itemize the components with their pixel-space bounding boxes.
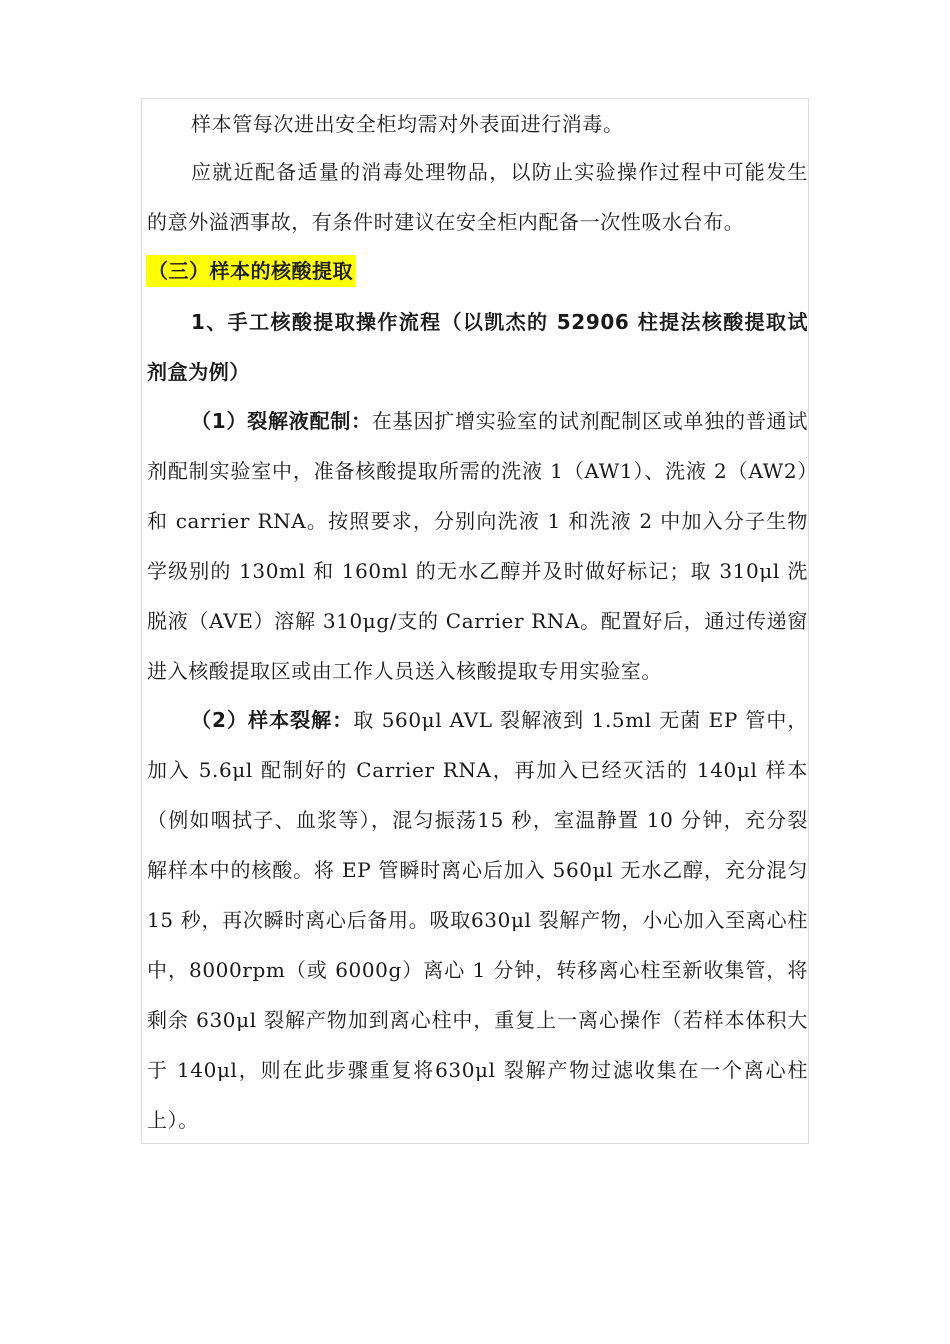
paragraph-disinfect-supplies: 应就近配备适量的消毒处理物品，以防止实验操作过程中可能发生的意外溢洒事故，有条件时建议在安全柜内配备一次性吸水台布。 — [147, 160, 808, 234]
document-content-box — [141, 98, 809, 1144]
sub-heading-manual-extraction: 1、手工核酸提取操作流程（以凯杰的 52906 柱提法核酸提取试剂盒为例） — [147, 310, 808, 384]
step2-label: （2）样本裂解： — [191, 708, 354, 732]
step2-text: 取 560μl AVL 裂解液到 1.5ml 无菌 EP 管中，加入 5.6μl 配制好的 Carrier RNA，再加入已经灭活的 140μl 样本（例如咽拭子、血浆等），混匀振荡15 秒，室温静置 10 分钟，充分裂解样本中的核酸。将 EP 管瞬时离心后加入 560μl 无水乙醇，充分混匀 15 秒，再次瞬时离心后备用。吸取630μl 裂解产物，小心加入至离心柱中，8000rpm（或 6000g）离心 1 分钟，转移离心柱至新收集管，将剩余 630μl 裂解产物加到离心柱中，重复上一离心操作（若样本体积大于 140μl，则在此步骤重复将630μl 裂解产物过滤收集在一个离心柱上）。 — [147, 708, 809, 1132]
section-heading: （三）样本的核酸提取 — [146, 255, 355, 287]
paragraph-step1 — [142, 396, 810, 696]
step1-label: （1）裂解液配制： — [191, 409, 372, 433]
step1-text: 在基因扩增实验室的试剂配制区或单独的普通试剂配制实验室中，准备核酸提取所需的洗液 1（AW1）、洗液 2（AW2）和 carrier RNA。按照要求，分别向洗液 1 和洗液 2 中加入分子生物学级别的 130ml 和 160ml 的无水乙醇并及时做好标记；取 310μl 洗脱液（AVE）溶解 310μg/支的 Carrier RNA。配置好后，通过传递窗进入核酸提取区或由工作人员送入核酸提取专用实验室。 — [147, 409, 808, 683]
paragraph-disinfect-tubes: 样本管每次进出安全柜均需对外表面进行消毒。 — [191, 112, 624, 136]
section-heading-line — [146, 246, 355, 296]
paragraph-step2 — [142, 695, 810, 1145]
